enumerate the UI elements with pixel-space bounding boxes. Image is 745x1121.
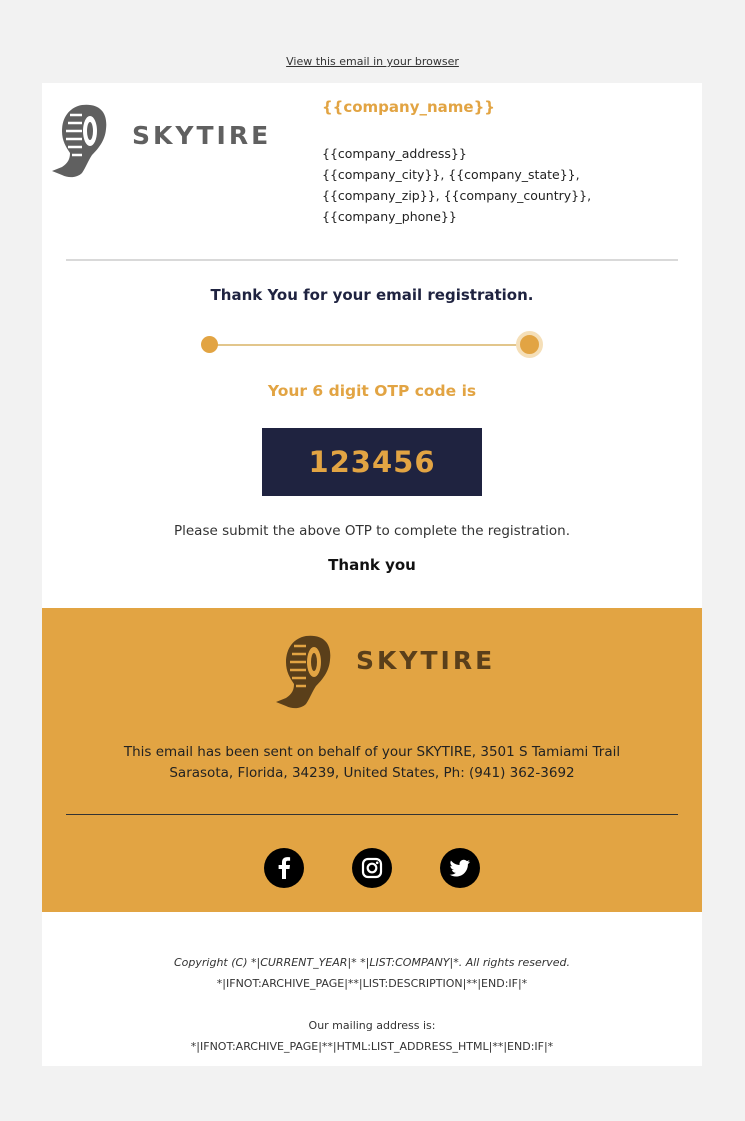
footer-logo-text: SKYTIRE <box>356 646 496 675</box>
legal-footer <box>42 912 702 1066</box>
view-in-browser-link[interactable]: View this email in your browser <box>286 55 459 68</box>
stepper-dot-start <box>201 336 218 353</box>
thank-you-text: Thank you <box>328 556 416 574</box>
footer-logo <box>272 632 496 712</box>
stepper-dot-end <box>516 331 543 358</box>
preheader <box>0 0 745 83</box>
address-line: {{company_phone}} <box>322 209 457 224</box>
footer-line: This email has been sent on behalf of your SKYTIRE, 3501 S Tamiami Trail <box>123 744 621 760</box>
tire-bird-icon <box>48 101 128 181</box>
footer <box>42 608 702 912</box>
tire-bird-icon <box>272 632 352 712</box>
skytire-logo <box>48 101 272 181</box>
email-card <box>42 83 702 608</box>
company-name: {{company_name}} <box>322 98 495 116</box>
stepper-line <box>209 344 529 346</box>
company-address <box>322 143 652 227</box>
logo-text: SKYTIRE <box>132 121 272 150</box>
facebook-icon[interactable] <box>264 848 304 888</box>
list-address-merge: *|IFNOT:ARCHIVE_PAGE|**|HTML:LIST_ADDRESS_HTML|**|END:IF|* <box>190 1040 554 1053</box>
footer-divider <box>66 814 678 815</box>
address-line: {{company_address}} <box>322 146 467 161</box>
otp-code: 123456 <box>262 428 482 496</box>
instagram-icon[interactable] <box>352 848 392 888</box>
footer-address <box>42 742 702 784</box>
mailing-address-label: Our mailing address is: <box>308 1019 436 1032</box>
progress-stepper <box>197 331 547 361</box>
header-divider <box>66 259 678 261</box>
footer-line: Sarasota, Florida, 34239, United States, Ph: (941) 362-3692 <box>169 765 575 781</box>
submit-instruction: Please submit the above OTP to complete the registration. <box>173 523 570 539</box>
copyright-text: Copyright (C) *|CURRENT_YEAR|* *|LIST:COMPANY|*. All rights reserved. <box>173 956 570 969</box>
address-line: {{company_zip}}, {{company_country}}, <box>322 188 592 203</box>
address-line: {{company_city}}, {{company_state}}, <box>322 167 580 182</box>
twitter-icon[interactable] <box>440 848 480 888</box>
registration-thanks-heading: Thank You for your email registration. <box>210 286 534 304</box>
otp-label: Your 6 digit OTP code is <box>267 382 477 400</box>
list-description-merge: *|IFNOT:ARCHIVE_PAGE|**|LIST:DESCRIPTION|**|END:IF|* <box>216 977 528 990</box>
